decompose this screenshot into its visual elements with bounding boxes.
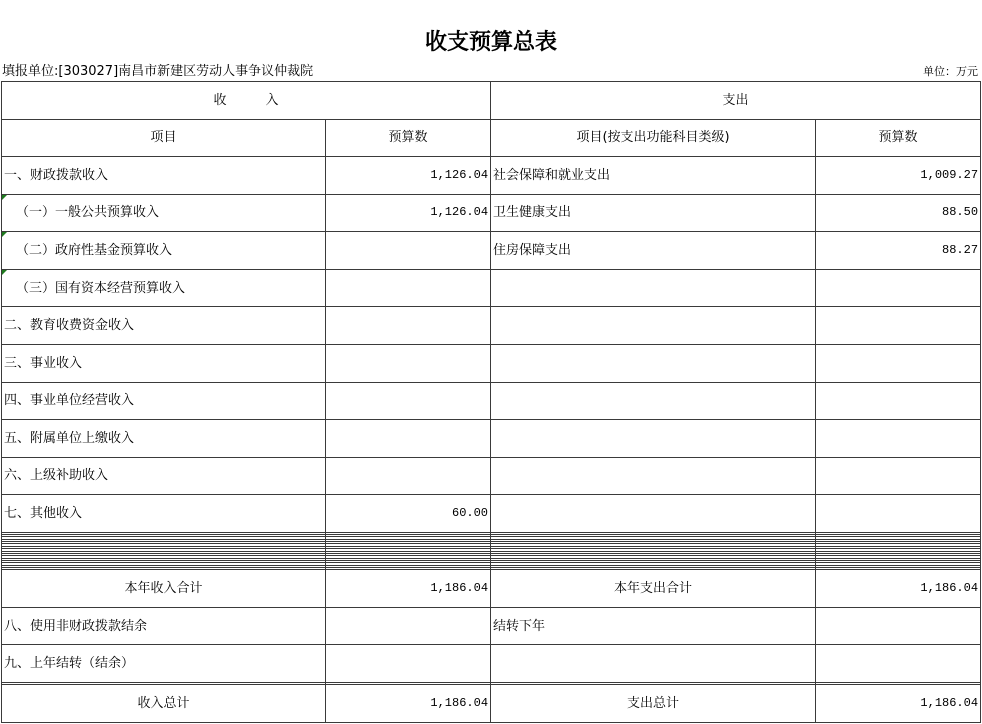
error-indicator-icon bbox=[2, 232, 7, 237]
table-row bbox=[2, 307, 981, 345]
expense-item-cell[interactable] bbox=[491, 420, 816, 458]
expense-budget-cell[interactable] bbox=[816, 194, 981, 232]
expense-budget-cell[interactable] bbox=[816, 495, 981, 533]
table-row bbox=[2, 269, 981, 307]
header-row-columns bbox=[2, 119, 981, 157]
table-row bbox=[2, 382, 981, 420]
currency-unit-label: 单位：万元 bbox=[923, 65, 978, 78]
income-item-cell[interactable] bbox=[2, 344, 326, 382]
income-budget-header[interactable]: 预算数 bbox=[326, 119, 491, 157]
table-header bbox=[2, 82, 981, 157]
prior-year-carryover-label[interactable]: 九、上年结转（结余） bbox=[2, 645, 326, 683]
table-row bbox=[2, 194, 981, 232]
income-budget-cell[interactable] bbox=[326, 382, 491, 420]
expense-item-cell[interactable] bbox=[491, 382, 816, 420]
expense-item-cell[interactable] bbox=[491, 307, 816, 345]
income-item-cell[interactable] bbox=[2, 382, 326, 420]
table-row bbox=[2, 420, 981, 458]
income-item-cell[interactable] bbox=[2, 232, 326, 270]
expense-item-cell[interactable] bbox=[491, 344, 816, 382]
income-item-cell[interactable] bbox=[2, 157, 326, 195]
cell-text: 88.50 bbox=[942, 205, 979, 220]
expense-item-cell[interactable] bbox=[491, 157, 816, 195]
income-item-cell[interactable] bbox=[2, 307, 326, 345]
table-row bbox=[2, 157, 981, 195]
page-title: 收支预算总表 bbox=[424, 30, 557, 55]
income-budget-cell[interactable] bbox=[326, 420, 491, 458]
income-section-header[interactable]: 收 入 bbox=[2, 82, 491, 120]
table-row bbox=[2, 495, 981, 533]
expense-item-header[interactable]: 项目(按支出功能科目类级) bbox=[491, 119, 816, 157]
year-expense-total-value[interactable]: 1,186.04 bbox=[816, 570, 981, 608]
cell-text: 88.27 bbox=[942, 243, 979, 258]
prior-year-carryover-row bbox=[2, 645, 981, 683]
empty-cell[interactable] bbox=[816, 645, 981, 683]
cell-text: 卫生健康支出 bbox=[493, 205, 572, 221]
non-fiscal-balance-row bbox=[2, 607, 981, 645]
income-budget-cell[interactable] bbox=[326, 232, 491, 270]
income-grand-total-label[interactable]: 收入总计 bbox=[2, 685, 326, 723]
year-expense-total-label[interactable]: 本年支出合计 bbox=[491, 570, 816, 608]
error-indicator-icon bbox=[2, 195, 7, 200]
error-indicator-icon bbox=[2, 270, 7, 275]
cell-text: 一、财政拨款收入 bbox=[4, 167, 109, 183]
table-row bbox=[2, 457, 981, 495]
grand-total-row bbox=[2, 685, 981, 723]
income-item-cell[interactable] bbox=[2, 269, 326, 307]
cell-text: 1,126.04 bbox=[430, 205, 489, 220]
cell-text: 二、教育收费资金收入 bbox=[4, 318, 135, 334]
year-income-total-value[interactable]: 1,186.04 bbox=[326, 570, 491, 608]
expense-grand-total-value[interactable]: 1,186.04 bbox=[816, 685, 981, 723]
income-item-cell[interactable] bbox=[2, 420, 326, 458]
expense-budget-cell[interactable] bbox=[816, 269, 981, 307]
income-budget-cell[interactable] bbox=[326, 457, 491, 495]
expense-section-header[interactable]: 支出 bbox=[491, 82, 981, 120]
table-row bbox=[2, 344, 981, 382]
expense-budget-cell[interactable] bbox=[816, 307, 981, 345]
cell-text: （一）一般公共预算收入 bbox=[16, 205, 160, 221]
carry-forward-value[interactable] bbox=[816, 607, 981, 645]
table-body bbox=[2, 157, 981, 570]
expense-budget-cell[interactable] bbox=[816, 457, 981, 495]
expense-budget-cell[interactable] bbox=[816, 232, 981, 270]
carry-forward-label[interactable]: 结转下年 bbox=[491, 607, 816, 645]
expense-grand-total-label[interactable]: 支出总计 bbox=[491, 685, 816, 723]
income-budget-cell[interactable] bbox=[326, 495, 491, 533]
expense-item-cell[interactable] bbox=[491, 269, 816, 307]
cell-text: （三）国有资本经营预算收入 bbox=[16, 280, 186, 296]
cell-text: 六、上级补助收入 bbox=[4, 468, 109, 484]
cell-text: （二）政府性基金预算收入 bbox=[16, 243, 173, 259]
cell-text: 60.00 bbox=[452, 505, 489, 520]
expense-budget-cell[interactable] bbox=[816, 420, 981, 458]
header-row-sections bbox=[2, 82, 981, 120]
income-item-cell[interactable] bbox=[2, 194, 326, 232]
income-budget-cell[interactable] bbox=[326, 269, 491, 307]
reporting-unit-label: 填报单位:[303027]南昌市新建区劳动人事争议仲裁院 bbox=[2, 64, 314, 79]
expense-budget-header[interactable]: 预算数 bbox=[816, 119, 981, 157]
cell-text: 七、其他收入 bbox=[4, 505, 83, 521]
income-item-cell[interactable] bbox=[2, 457, 326, 495]
empty-cell[interactable] bbox=[491, 645, 816, 683]
income-budget-cell[interactable] bbox=[326, 344, 491, 382]
non-fiscal-balance-label[interactable]: 八、使用非财政拨款结余 bbox=[2, 607, 326, 645]
income-budget-cell[interactable] bbox=[326, 307, 491, 345]
expense-budget-cell[interactable] bbox=[816, 344, 981, 382]
non-fiscal-balance-value[interactable] bbox=[326, 607, 491, 645]
income-grand-total-value[interactable]: 1,186.04 bbox=[326, 685, 491, 723]
expense-item-cell[interactable] bbox=[491, 232, 816, 270]
budget-summary-table bbox=[1, 81, 981, 723]
cell-text: 四、事业单位经营收入 bbox=[4, 393, 135, 409]
cell-text: 社会保障和就业支出 bbox=[493, 167, 611, 183]
expense-budget-cell[interactable] bbox=[816, 382, 981, 420]
expense-item-cell[interactable] bbox=[491, 457, 816, 495]
expense-item-cell[interactable] bbox=[491, 495, 816, 533]
expense-item-cell[interactable] bbox=[491, 194, 816, 232]
table-footer bbox=[2, 570, 981, 723]
expense-budget-cell[interactable] bbox=[816, 157, 981, 195]
income-budget-cell[interactable] bbox=[326, 194, 491, 232]
cell-text: 三、事业收入 bbox=[4, 355, 83, 371]
income-item-cell[interactable] bbox=[2, 495, 326, 533]
table-row bbox=[2, 232, 981, 270]
prior-year-carryover-value[interactable] bbox=[326, 645, 491, 683]
cell-text: 五、附属单位上缴收入 bbox=[4, 430, 135, 446]
cell-text: 住房保障支出 bbox=[493, 243, 572, 259]
cell-text: 1,126.04 bbox=[430, 167, 489, 182]
year-total-row bbox=[2, 570, 981, 608]
income-budget-cell[interactable] bbox=[326, 157, 491, 195]
cell-text: 1,009.27 bbox=[920, 167, 979, 182]
income-item-header[interactable]: 项目 bbox=[2, 119, 326, 157]
year-income-total-label[interactable]: 本年收入合计 bbox=[2, 570, 326, 608]
